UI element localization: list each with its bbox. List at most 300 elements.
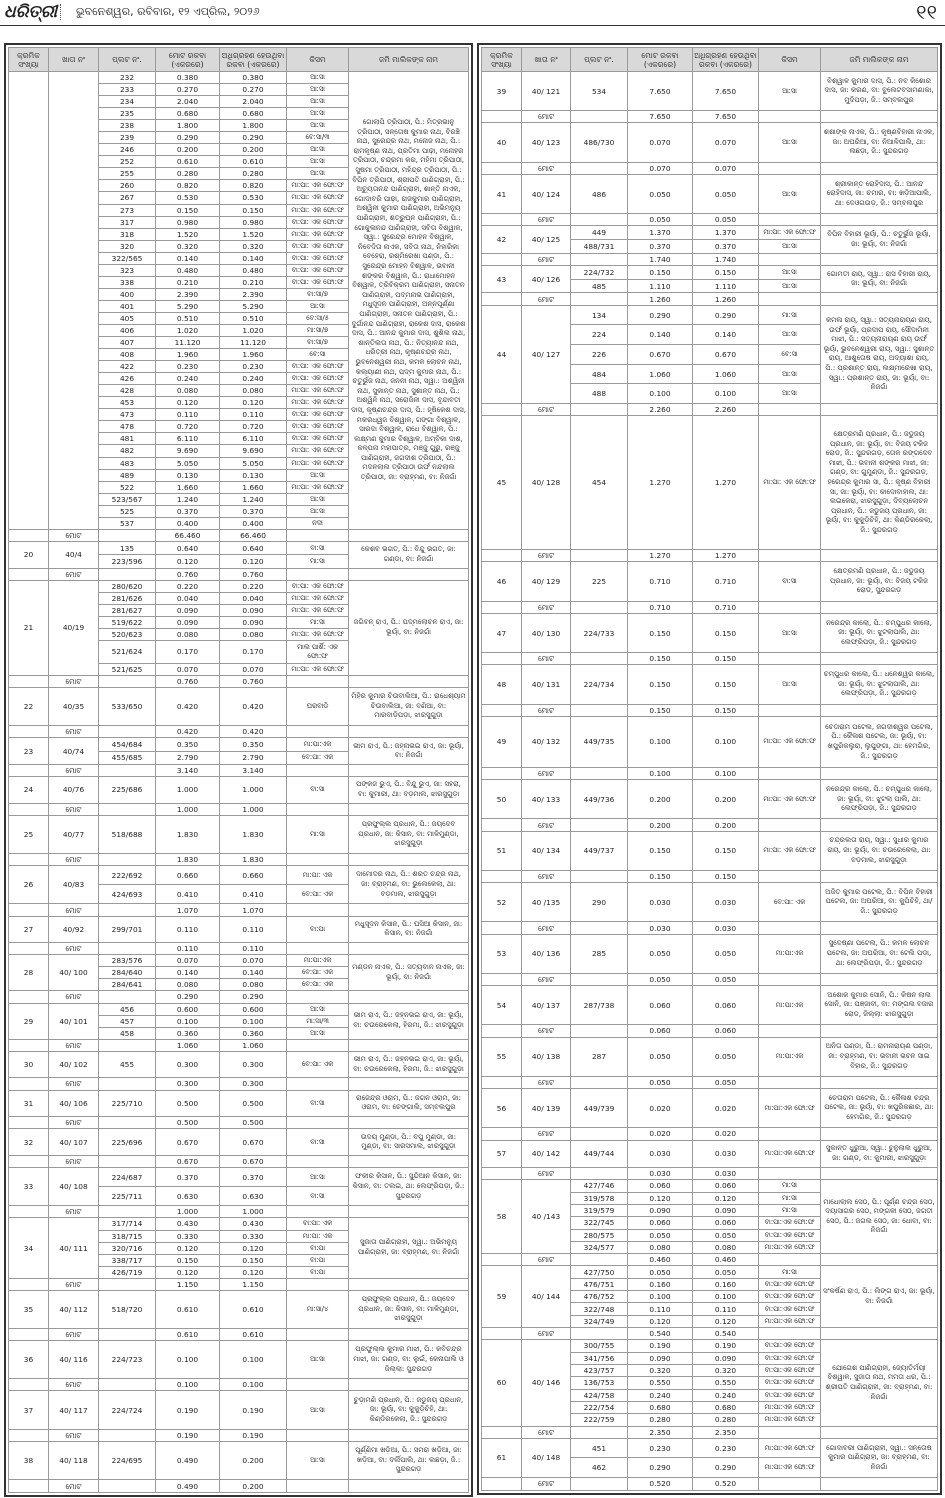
acquired-area: 0.290 [220,132,287,144]
empty-cell [482,214,522,226]
plot-number: 483 [99,457,156,469]
land-type: ମା:ପା: ଏକ ଫୋ:ଫ [287,628,349,640]
plot-number: 521/625 [99,663,156,675]
empty-cell [759,1167,821,1179]
total-row [482,214,938,226]
acquired-area: 1.960 [220,349,287,361]
acquired-area: 0.140 [693,325,759,345]
total-area: 0.320 [628,1364,693,1376]
total-label: ମୋଟ [49,854,99,866]
land-type: ବା:ସା [287,1090,349,1117]
land-type: ବେ:ସା [759,345,821,365]
plot-number: 322/748 [571,1303,628,1315]
total-label: ମୋଟ [49,991,99,1003]
khata-number: 40/ 124 [522,174,571,213]
acquired-area: 0.400 [220,517,287,529]
acquired-area: 0.610 [220,156,287,168]
total-area-sum: 0.150 [628,704,693,716]
acquired-area: 0.030 [693,883,759,922]
acquired-area: 0.190 [693,1340,759,1352]
land-type: ବା:ସା [287,1129,349,1156]
serial-number: 49 [482,716,522,767]
empty-cell [759,293,821,305]
plot-number: 225/710 [99,1090,156,1117]
serial-number: 26 [9,866,49,904]
plot-number: 239 [99,132,156,144]
empty-cell [99,1429,156,1441]
plot-number: 223/596 [99,555,156,568]
total-label: ମୋଟ [522,870,571,882]
land-type: ଆ:ସା [287,1341,349,1379]
total-label: ମୋଟ [49,943,99,955]
empty-cell [9,675,49,687]
empty-cell [821,214,938,226]
acquired-area: 0.200 [220,1441,287,1479]
total-area-sum: 66.460 [156,529,220,541]
land-type: ଆ:ସା [287,1003,349,1015]
plot-number: 522 [99,481,156,493]
owner-name: ଅଶୋକ କୁମାର ସୋନି, ପି.: କିଷନ ଲାଲ ସୋନି, ଜା: ପଞ୍ଜାବୀ, ବା: ମଙ୍ଗଲ ବଜାର ରୋଡ, ଜିଲ୍ଲା: ଝାରସୁଗୁଡ଼ା [821,986,938,1025]
total-area-sum: 0.110 [156,943,220,955]
empty-cell [287,1117,349,1129]
empty-cell [349,1039,469,1051]
total-row [482,1025,938,1037]
total-area: 0.680 [628,1401,693,1413]
total-label: ମୋଟ [49,1117,99,1129]
total-area: 0.040 [156,592,220,604]
acquired-area: 0.120 [220,397,287,409]
empty-cell [99,991,156,1003]
serial-number: 24 [9,777,49,804]
empty-cell [99,1379,156,1391]
newspaper-logo: ଧରିତ୍ରୀ [4,2,58,22]
khata-number: 40/19 [49,580,99,675]
acquired-area: 1.370 [693,226,759,240]
plot-number: 224/734 [571,665,628,704]
land-type: ଆ:ସା [759,325,821,345]
empty-cell [759,1477,821,1490]
acquired-area: 1.060 [693,364,759,384]
land-type: ବା:ପା:ଏକ ଫୋ:ଫ [759,1217,821,1229]
total-area: 0.090 [156,616,220,628]
total-area: 0.120 [628,1192,693,1204]
total-area-sum: 2.350 [628,1426,693,1438]
total-label: ମୋଟ [49,568,99,580]
empty-cell [99,803,156,815]
total-area: 0.290 [628,1458,693,1478]
total-area: 7.650 [628,72,693,111]
empty-cell [571,973,628,985]
empty-cell [759,653,821,665]
total-row [482,1167,938,1179]
khata-number: 40/ 129 [522,562,571,601]
empty-cell [99,1206,156,1218]
total-row [9,529,469,541]
table-header-row [482,48,938,72]
total-label: ମୋଟ [522,704,571,716]
total-area: 0.680 [156,108,220,120]
land-type: ବା:ପା:ଏକ ଫୋ:ଫ [759,1291,821,1303]
total-area: 0.150 [628,665,693,704]
owner-name: ଚନ୍ଦ୍ରଲତା ରାୟ, ସ୍ୱା.: ସୁଧୀର କୁମାର ରାୟ, ଜା: ଭୂୟାଁ, ବା: ଚଉରେକେଲା, ଥା: ବଡ଼ମାଲ, ଝାରସୁଗୁଡ଼ା [821,831,938,870]
serial-number: 47 [482,613,522,652]
plot-number: 226 [571,345,628,365]
empty-cell [287,1429,349,1441]
total-label: ମୋଟ [522,253,571,265]
owner-name: ସୁଦେଷ୍ଣା ପଟେଲ, ପି.: କମଳ ଲୋଚନ ପଟେଲ, ଜା: ଅଘରିଆ, ବା: ଟେଲି ପଡ଼ା, ଥା: ଲେଫ୍ରିପଡ଼ା, ଜି.: ସୁନ୍ଦରଗଡ଼ [821,934,938,973]
empty-cell [349,904,469,916]
plot-number: 426 [99,373,156,385]
khata-no-header: ଖାତା ନଂ [522,48,571,72]
khata-number: 40/ 144 [522,1266,571,1328]
land-type: ବେ:ସା [287,349,349,361]
acquired-area: 2.790 [220,751,287,764]
land-type: ବା:ପା: ଏକ ଫୋ:ଫ [287,421,349,433]
owner-name: ଚୁଡ଼ାମଣି ପ୍ରଧାନ, ପି.: ଜଡୁଜୟ ପ୍ରଧାନ, ଜା: ଭୂୟାଁ, ବା: କୁକୁଡ଼ିଚିହି, ଥା: କିଣ୍ଡିରକେଲା, ଜି.: ସୁନ୍ଦରଗଡ଼ [349,1391,469,1429]
acquired-area-sum: 1.260 [693,293,759,305]
acquired-area: 0.080 [693,1241,759,1253]
acquired-area-sum: 0.150 [693,870,759,882]
total-area: 0.080 [156,628,220,640]
acquired-area: 0.090 [693,1204,759,1216]
plot-number: 462 [571,1458,628,1478]
empty-cell [99,904,156,916]
total-label: ମୋଟ [49,675,99,687]
land-type: ମା:ପା:ଏକ ଫୋ:ଫ [759,1140,821,1167]
total-area: 0.510 [156,312,220,324]
acquired-area: 0.350 [220,738,287,751]
total-area: 0.980 [156,216,220,228]
land-type: ଆ:ସା [759,174,821,213]
land-type: ବା:ପା:ଏକ ଫୋ:ଫ [759,1340,821,1352]
total-area: 0.350 [156,738,220,751]
acquired-area: 0.710 [693,562,759,601]
land-type: ବେ:ସା/୫ [287,312,349,324]
owner-name: ପଙ୍କଜ ଭୁଏ, ପି.: ବିନ୍ଦୁ ଭୁଏ, ଜା: ସହରା, ବା: କୁମାରୀ, ଥା: ବଡ଼ମାଲ, ଝାରସୁଗୁଡ଼ା [349,777,469,804]
empty-cell [349,1078,469,1090]
total-area-sum: 0.520 [628,1477,693,1490]
plot-number: 449/739 [571,1089,628,1128]
total-area: 0.240 [156,373,220,385]
plot-number: 482 [99,445,156,457]
khata-number [49,72,99,530]
land-type: ବା:ପା: ଏକ ଫୋ:ଫ [287,361,349,373]
total-area: 0.030 [628,883,693,922]
acquired-area: 0.030 [693,1140,759,1167]
plot-row [9,1218,469,1230]
land-type: ଆ:ସା [287,144,349,156]
empty-cell [759,973,821,985]
owner-name: ଦାମୋଦର ନାଥ, ପି.: ଶରତ ଚନ୍ଦ୍ର ନାଥ, ଜା: ବ୍ରାହ୍ମଣ, ବା: ଭୁଲେକେଲା, ଥା: ବଡ଼ମାଲ, ଝାରସୁଗୁଡ଼ା [349,866,469,904]
acquired-area: 0.040 [220,592,287,604]
empty-cell [99,568,156,580]
total-row [482,404,938,416]
land-type: ମା:ସା [287,815,349,853]
land-type: ବା:ପା:ଏକ ଫୋ:ଫ [759,1278,821,1290]
land-type: ମା:ପା:ଏକ ଫୋ:ଫ [759,1414,821,1426]
land-type: ମା:ପା: ଏକ ଫୋ:ଫ [287,481,349,493]
plot-row [9,1341,469,1379]
acquired-area: 1.800 [220,120,287,132]
khata-number: 40/ 118 [49,1441,99,1479]
serial-number: 60 [482,1340,522,1426]
empty-cell [571,550,628,562]
acquired-area: 1.000 [220,777,287,804]
plot-number: 285 [571,934,628,973]
plot-number: 453 [99,397,156,409]
total-row [9,1329,469,1341]
empty-cell [9,764,49,776]
acquired-area: 0.500 [220,1090,287,1117]
acquired-area: 0.680 [220,108,287,120]
owner-name: ପ୍ରଫୁଲ୍ଲ ପ୍ରଧାନ, ପି.: ଜୟଦେବ ପ୍ରଧାନ, ଜା: କିସାନ, ବା: ମାଳିମୁଣ୍ଡା, ଝାରସୁଗୁଡ଼ା [349,815,469,853]
total-label: ମୋଟ [49,904,99,916]
acquired-area: 0.140 [220,967,287,979]
acquired-area: 0.200 [220,144,287,156]
land-type: ମା:ପା: ଏକ ଫୋ:ଫ [287,180,349,192]
plot-row [482,613,938,652]
acquired-area: 0.060 [693,1217,759,1229]
total-label: ମୋଟ [522,767,571,779]
total-area: 0.300 [156,1051,220,1078]
total-area: 0.320 [156,240,220,252]
acquired-area: 0.430 [220,1218,287,1230]
plot-number: 422 [99,361,156,373]
land-type: ବା:ପା [287,1254,349,1266]
empty-cell [821,922,938,934]
total-area: 0.060 [628,986,693,1025]
total-area: 0.220 [156,580,220,592]
land-type: ମା:ପା: ଏକ ଫୋ:ଫ [287,228,349,240]
plot-number: 246 [99,144,156,156]
land-type: ମା:ପା:ଏକ [759,986,821,1025]
serial-number: 21 [9,580,49,675]
serial-number: 46 [482,562,522,601]
total-area-sum: 1.260 [628,293,693,305]
plot-number: 456 [99,1003,156,1015]
plot-row [9,72,469,84]
total-area: 0.190 [156,1391,220,1429]
plot-number: 520/623 [99,628,156,640]
total-row [482,293,938,305]
plot-number: 486/730 [571,123,628,162]
plot-row [482,305,938,325]
total-label: ମୋଟ [522,1426,571,1438]
land-type: ବା:ପା:ଏକ ଫୋ:ଫ [759,1303,821,1315]
total-area-sum: 1.000 [156,803,220,815]
total-label: ମୋଟ [49,1329,99,1341]
serial-no-header: କ୍ରମିକ ସଂଖ୍ୟା [9,48,49,72]
plot-row [482,831,938,870]
khata-number: 40/ 121 [522,72,571,111]
empty-cell [349,726,469,738]
plot-number: 458 [99,1027,156,1039]
serial-number: 58 [482,1180,522,1254]
acquired-area: 1.660 [220,481,287,493]
acquired-area-sum: 2.350 [693,1426,759,1438]
total-area: 0.070 [156,955,220,967]
plot-number: 488 [571,384,628,404]
owner-name: ପ୍ରଫୁଲ୍ଲ ପ୍ରଧାନ, ପି.: ଜୟଦେବ ପ୍ରଧାନ, ଜା: କିସାନ, ବା: ମାଳିମୁଣ୍ଡା, ଝାରସୁଗୁଡ଼ା [349,1290,469,1328]
plot-number: 290 [571,883,628,922]
owner-name: ସଂକର୍ଷଣ ରାଏ, ପି.: ଲିଙ୍ଗ ରାଏ, ଜା: ଭୂୟାଁ, ବା: ନିଜଗାଁ [821,1266,938,1328]
empty-cell [759,1426,821,1438]
empty-cell [571,293,628,305]
empty-cell [287,803,349,815]
total-area: 0.080 [156,979,220,991]
empty-cell [9,803,49,815]
plot-number: 317 [99,216,156,228]
land-type: ମା:ପା:ଏକ [287,955,349,967]
total-row [9,1480,469,1493]
total-label: ମୋଟ [49,1429,99,1441]
plot-row [9,1290,469,1328]
empty-cell [349,1480,469,1493]
total-label: ମୋଟ [49,803,99,815]
plot-number: 222/692 [99,866,156,885]
empty-cell [821,162,938,174]
empty-cell [571,162,628,174]
plot-row [482,1037,938,1076]
plot-number: 317/714 [99,1218,156,1230]
plot-number: 136/753 [571,1377,628,1389]
land-type: ମା:ପା: ଏକ ଫୋ:ଫ [287,592,349,604]
empty-cell [287,726,349,738]
land-type: ମା:ପା: ଏକ [287,866,349,885]
khata-number: 40/ 111 [49,1218,99,1278]
plot-number: 322/565 [99,252,156,264]
khata-number: 40/4 [49,541,99,568]
acquired-area: 0.600 [220,1003,287,1015]
acquired-area: 0.120 [220,1266,287,1278]
khata-number: 40/ 136 [522,934,571,973]
total-area: 0.360 [156,1027,220,1039]
land-type: ଆ:ସା [759,364,821,384]
plot-number: 234 [99,96,156,108]
total-area: 0.090 [628,1352,693,1364]
plot-number: 427/746 [571,1180,628,1192]
total-area: 0.170 [156,640,220,663]
plot-row [482,1266,938,1278]
owner-name: ଚମ୍ପୁଧର କାଲୋ, ପି.: ଧନେଶ୍ୱର କାଲୋ, ଜା: ଭୂୟାଁ, ବା: ଝୁଟଲାପାଲି, ଥା: ଲେଫ୍ରିପଡ଼ା, ଜି.: ସୁନ୍ଦରଗଡ଼ [821,665,938,704]
total-area: 0.100 [628,716,693,767]
acquired-area: 0.090 [693,1352,759,1364]
total-area: 0.150 [628,613,693,652]
acquired-area-sum: 0.520 [693,1477,759,1490]
acquired-area-sum: 0.030 [693,922,759,934]
acquired-area: 0.680 [693,1401,759,1413]
acquired-area: 0.330 [220,1230,287,1242]
khata-number: 40/ 142 [522,1140,571,1167]
empty-cell [99,943,156,955]
empty-cell [759,111,821,123]
total-area: 0.050 [628,174,693,213]
total-area: 0.090 [628,1204,693,1216]
total-area: 1.000 [156,777,220,804]
land-type: ବା:ପା:ଏକ ଫୋ:ଫ [759,1229,821,1241]
empty-cell [571,1167,628,1179]
acquired-area: 0.160 [693,1278,759,1290]
empty-cell [571,1254,628,1266]
plot-number: 476/752 [571,1291,628,1303]
empty-cell [571,214,628,226]
acquired-area: 0.370 [693,240,759,254]
total-row [9,854,469,866]
land-table-right-frame [477,43,942,1495]
divider [60,4,61,20]
empty-cell [349,1329,469,1341]
acquired-area: 0.100 [693,1291,759,1303]
land-type: ଆ:ସା [287,96,349,108]
serial-number: 25 [9,815,49,853]
empty-cell [571,111,628,123]
serial-number: 31 [9,1090,49,1117]
empty-cell [349,1429,469,1441]
empty-cell [821,1477,938,1490]
acquired-area: 7.650 [693,72,759,111]
acquired-area-sum: 0.050 [693,1076,759,1088]
total-area-sum: 0.070 [628,162,693,174]
serial-number: 48 [482,665,522,704]
total-area: 0.120 [156,1266,220,1278]
empty-cell [9,529,49,541]
land-type: ମା:ପା: ଏକ ଫୋ:ଫ [287,385,349,397]
plot-row [9,955,469,967]
owner-name: କମଳା ରାୟ, ସ୍ୱା.: ସତ୍ୟନାରାୟଣ ରାୟ, ଉର୍ଫ ଭୂୟାଁ, ପ୍ରଦୀପ ରାୟ, ସୌଦାମିନୀ ମାଝୀ, ପି.: ସତ୍ୟନାରାୟଣ ରାୟ ଉର୍ଫ ଭୂୟାଁ, ଭୁବନେଶ୍ୱରୀ ରାୟ, ସ୍ୱା.: ସୁଶାନ୍ତ ରାୟ, ଆଶୁତୋଷ ରାୟ, ଅଦ୍ୟାଶା ରାୟ, ପି.: ପ୍ରଶାନ୍ତ ରାୟ, ଲକ୍ଷ୍ମୀରେଖା ରାୟ, ସ୍ୱା.: ପ୍ରଶାନ୍ତ ରାୟ, ଜା: ଭୂୟାଁ, ବା: ନିଜଗାଁ [821,305,938,403]
empty-cell [482,1426,522,1438]
khata-number: 40/ 137 [522,986,571,1025]
total-area: 2.040 [156,96,220,108]
total-label: ମୋଟ [522,819,571,831]
acquired-area: 0.100 [693,384,759,404]
acquired-area: 0.240 [693,1389,759,1401]
total-area: 0.600 [156,1003,220,1015]
acquired-area-sum: 0.050 [693,214,759,226]
land-type: ମା:ପା: ଏକ ଫୋ:ଫ [287,445,349,457]
khata-number: 40/ 112 [49,1290,99,1328]
acquired-area: 0.720 [220,421,287,433]
serial-number: 52 [482,883,522,922]
land-type: ଘରବାଡି [287,687,349,725]
total-label: ମୋଟ [49,1156,99,1168]
acquired-area: 0.050 [693,934,759,973]
acquired-area-header: ଅଧିଗ୍ରହଣ ହେଉଥିବା ରକବା (ଏକରରେ) [693,48,759,72]
acquired-area: 0.280 [693,1414,759,1426]
khata-number: 40/74 [49,738,99,765]
empty-cell [482,819,522,831]
empty-cell [571,922,628,934]
plot-number: 232 [99,72,156,84]
acquired-area: 0.820 [220,180,287,192]
khata-number: 40/ 146 [522,1340,571,1426]
plot-number: 224/687 [99,1168,156,1187]
total-area-sum: 0.420 [156,726,220,738]
total-area: 0.820 [156,180,220,192]
empty-cell [821,253,938,265]
land-type: ବା:ପା [287,1242,349,1254]
land-type: ମା:ପା:ଏକ ଫୋ:ଫ [759,1089,821,1128]
khata-number: 40 /143 [522,1180,571,1254]
empty-cell [99,764,156,776]
empty-cell [759,1025,821,1037]
land-type: ମା:ପା:ଏକ [759,934,821,973]
plot-number: 134 [571,305,628,325]
total-row [9,1117,469,1129]
total-area: 1.270 [628,416,693,550]
acquired-area-sum: 0.070 [693,162,759,174]
plot-number: 225/696 [99,1129,156,1156]
total-area: 0.230 [628,1438,693,1458]
